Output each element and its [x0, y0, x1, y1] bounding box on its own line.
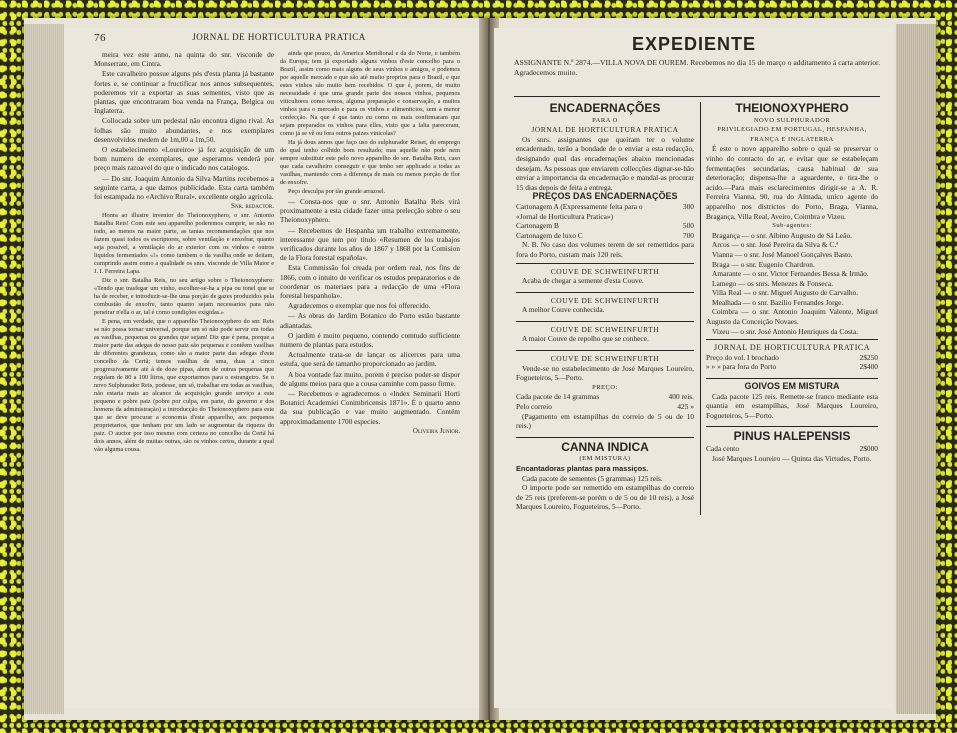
- price-row: [516, 221, 694, 231]
- price-heading: PREÇO:: [592, 383, 618, 391]
- ad-title: THEIONOXYPHERO: [735, 101, 849, 115]
- price-value: 500: [682, 221, 694, 231]
- agent-entry: Bragança — o snr. Albino Augusto de Sá Leão.: [712, 230, 852, 240]
- agent-entry: Villa Real — o snr. Miguel Augusto de Carvalho.: [712, 288, 859, 298]
- paragraph: Peço desculpa por tão grande arrazoel.: [288, 188, 386, 195]
- paragraph: Ha já dous annos que faço uso do sulphurador Reiset, do emprego do qual tenho colhido bom resultado; mas aquelle não pode nem sempre substituir este pelo novo apparelho do snr. Batalha Reis, caso que cada cavalheiro conseguir e que tenho ser applicado a todas as vasilhas, mantendo com a diferença de mais ou menos porção de flor de enxofre.: [280, 139, 460, 186]
- paragraph: — Recebemos de Hespanha um trabalho extremamente, interessante que tem por titulo «Resumen de los trabajos verificados durante los años de 1867 y 1868 por la Comision de la Flora forestal española».: [280, 225, 460, 263]
- agent-entry: Mealhada — o snr. Bazilio Fernandes Jorge.: [712, 297, 844, 307]
- price-label: Cartonagem A (Expressamente feita para o «Jornal de Horticultura Pratica»): [516, 201, 643, 221]
- ad-text: A maior Couve de repolho que se conhece.: [522, 334, 649, 344]
- ad-box: [516, 263, 694, 289]
- price-value: 300: [682, 201, 694, 211]
- price-label: Cada pacote de 14 grammas: [516, 392, 600, 402]
- price-row: [516, 202, 694, 221]
- paragraph: Esta Commissão foi creada por ordem real, nos fins de 1866, com o intuito de verificar os estudos preparatorios e de coordenar os materiaes para a redacção de uma «Flora forestal hespanhola».: [280, 263, 460, 301]
- price-label: Cartonagem B: [516, 221, 559, 231]
- price-label: Pelo correio: [516, 402, 552, 412]
- price-value: 2$000: [859, 444, 878, 453]
- price-value: 400 reis.: [668, 392, 694, 402]
- ad-heading: Encantadoras plantas para massiços.: [516, 464, 649, 473]
- agent-entry: Arcos — o snr. José Pereira da Silva & C.ª: [712, 240, 839, 250]
- page-edges-left: [24, 24, 64, 714]
- ad-text: É este o novo apparelho sobre o qual se preservar o vinho do contacto do ar, e evitar que se estabeleçam fermentações secundarias, causa habitual de sua deterioração; dispensa-lhe a aguardente, e tira-lhe o acido.—Para mais esclarecimentos dirigir-se a A. R. Ferreira Vianna, 90, rua do Almada, unico agente do apparelho nos districtos do Porto, Braga, Vianna, Bragança, Villa Real, Aveiro, Coimbra e Vizeu.: [706, 144, 878, 221]
- ad-title: JORNAL DE HORTICULTURA PRATICA: [714, 343, 870, 353]
- ad-title: PINUS HALEPENSIS: [733, 429, 851, 444]
- price-label: Preço do vol. I brochado: [706, 352, 779, 362]
- ad-text: A melhor Couve conhecida.: [522, 305, 605, 315]
- ad-subtitle: NOVO SULPHURADOR: [753, 116, 831, 124]
- price-label: » » » para fora do Porto: [706, 362, 777, 372]
- ad-title: COUVE DE SCHWEINFURTH: [550, 324, 660, 334]
- ad-text: José Marques Loureiro — Quinta das Virtudes, Porto.: [712, 453, 872, 463]
- agent-entry: Braga — o snr. Eugenio Chardron.: [712, 259, 815, 269]
- page-header: [94, 32, 464, 42]
- right-page: [494, 28, 894, 708]
- ad-subtitle: PARA O: [592, 116, 618, 124]
- paragraph: Diz o snr. Batalha Reis, no seu artigo sobre o Theionoxyphero: «Tendo que trasfegar um vinho, escolher-se-ha a pipa ou tonel que se ha de receber, e introduzir-se-lhe uma porção de gazes produzidos pela combustão de enxofre, tanto quanto sejam necessarios para não penetrar n'ella o ar, tal é como condições exigidas.»: [94, 277, 274, 317]
- page-edges-right: [896, 24, 936, 714]
- paragraph: O estabelecimento «Loureiro» já fez acquisição de um bom numero de exemplares, que esperamos venderá por preço mais razoavel do que o indicado nos catalogos.: [94, 145, 274, 173]
- ad-text: Acaba de chegar a semente d'esta Couve.: [522, 276, 644, 286]
- left-ad-column: [516, 102, 701, 515]
- letter-salutation: Snr. redactor.: [231, 202, 274, 211]
- ad-subtitle: PRIVILEGIADO EM PORTUGAL, HESPANHA, FRANÇA E INGLATERRA: [717, 126, 867, 143]
- paragraph: E pena, em verdade, que o apparelho Theionoxyphero do snr. Reis se não possa tornar universal, porque um só não pode servir em todas as vasilhas, pequenas ou grandes que sejam! Diz que é pena, porque a maior parte das adegas do nosso paiz são pequenas e contêem vasilhas de diferentes grandezas, como são a maior parte das adegas d'este concelho da Certã; temos vasilhas de uma, duas a cinco progressivamente até á de doze pipas, alem de outras pequenas que regulam de 80 a 100 litros, que exportarmos para o estrangeiro. Se o novo Sulphurador Reis, podesse, um só, trabalhar em todas as vasilhas, não estaria mais ao alcance da acquisição grande serviço a este pequeno e pobre paiz (pobre por culpa, em parte, do governo e dos homens da administração) a introducção do Theionoxyphero para este que se deve procurar a economia d'este apparelho, aos pequenos proprietarios, que tenham por um lado se augmentar da riqueza do paiz. O auctor por isso mesmo com certeza no concelho da Certã há dois annos, além de muitas outras, são os vinhos certos, durante a qual vão alguma cousa.: [94, 318, 274, 454]
- price-value: 2$250: [859, 352, 878, 362]
- ad-title: COUVE DE SCHWEINFURTH: [550, 354, 660, 364]
- ad-subtitle: JORNAL DE HORTICULTURA PRATICA: [531, 125, 679, 135]
- price-label: Cartonagem de luxo C: [516, 230, 583, 240]
- ad-box: [516, 350, 694, 434]
- right-ad-column: [706, 102, 878, 466]
- ad-text: Cada pacote de sementes (5 grammas) 125 reis.: [522, 473, 663, 483]
- ad-note: O importe pode ser remettido em estampilhas do correio de 25 reis (preferem-se porém o de 5 ou de 10 reis), a José Marques Loureiro, Fogueteiros, 5—Porto.: [516, 483, 694, 512]
- ad-text: Cada pacote 125 reis. Remette-se franco mediante esta quantia em estampilhas, José Marques Loureiro, Fogueteiros, 5—Porto.: [706, 391, 878, 420]
- divider: [514, 96, 880, 97]
- paragraph: — Recebemos e agradecemos o «Index Seminarii Horti Botanici Academiei Conimbricensis 1871». É o quarto anno da sua publicação e vae muito augmentado. Contém approximadamente 1700 especies.: [280, 389, 460, 426]
- ad-title: COUVE DE SCHWEINFURTH: [550, 295, 660, 305]
- column-b: [280, 50, 460, 436]
- running-title: JORNAL DE HORTICULTURA PRATICA: [192, 32, 366, 42]
- paragraph: — Consta-nos que o snr. Antonio Batalha Reis virá proximamente a esta cidade fazer uma prelecção sobre o seu Theionoxyphero.: [280, 197, 460, 225]
- open-book: [24, 18, 936, 720]
- ad-subtitle: (EM MISTURA): [579, 455, 631, 463]
- ad-heading: Sub-agentes:: [772, 222, 812, 230]
- ad-box: [516, 321, 694, 347]
- ad-box: [706, 378, 878, 423]
- agent-entry: Vianna — o snr. José Manoel Gonçalves Basto.: [712, 249, 853, 259]
- price-value: 425 »: [677, 402, 694, 412]
- price-value: 700: [682, 230, 694, 240]
- ad-box: [516, 292, 694, 318]
- paragraph: Honra ao illustre inventor do Theionoxyphero, o snr. Antonio Batalha Reis! Com este seu apparelho poderemos cumprir, se não no todo, ao menos na maior parte, as tantas recommendações que nos fazem quasi todos os escriptores, sobre ventilação e enxofrar, quanto seja possivel, a ventilação do ar exterior com os vinhos e outros liquidos fermentados «!» como tambem o da vasilha onde se deitam, cumprindo assim como a qualidade os snrs. visconde de Villa Maior e J. I. Ferreira Lapa.: [94, 212, 274, 276]
- ad-heading: PREÇOS DAS ENCADERNAÇÕES: [532, 191, 678, 202]
- paragraph: Agradecemos o exemplar que nos foi offerecido.: [288, 301, 431, 311]
- ad-box: [516, 437, 694, 515]
- price-row: [706, 444, 878, 454]
- ad-title: ENCADERNAÇÕES: [549, 101, 661, 115]
- left-page: [64, 28, 484, 708]
- price-row: [516, 392, 694, 402]
- paragraph: — Do snr. Joaquim Antonio da Silva Martins recebemos a seguinte carta, a que damos publicidade. Esta carta também foi estampada no «Archivo Rural», excellente orgão agricola.: [94, 173, 274, 202]
- price-label: Cada cento: [706, 444, 740, 453]
- price-row: [706, 362, 878, 372]
- page-number: 76: [94, 32, 106, 44]
- paragraph: meira vez este anno, na quinta do snr. visconde de Monserrate, em Cintra.: [94, 50, 274, 69]
- ad-box: [706, 426, 878, 466]
- ad-title: GOIVOS EM MISTURA: [744, 381, 840, 392]
- paragraph: Este cavalheiro possue alguns pés d'esta planta já bastante fortes e, se continuar a fructificar nos annos subsequentes, poderemos vir a exportar as suas sementes, visto que as plantas, que encontraram boa venda na França, Belgica ou Inglaterra.: [94, 69, 274, 116]
- paragraph: A boa vontade faz muito, porem é preciso poder-se dispor de alguns meios para que a cousa caminhe com passo firme.: [280, 369, 460, 388]
- agent-entry: Vizeu — o snr. José Antonio Henriques da Costa.: [712, 326, 859, 336]
- price-row: [516, 402, 694, 412]
- agent-entry: Lamego — os snrs. Menezes & Fonseca.: [712, 278, 834, 288]
- ad-text: Vende-se no estabelecimento de José Marques Loureiro, Fogueteiros, 5—Porto.: [516, 363, 694, 383]
- price-row: [516, 231, 694, 241]
- paragraph: Collocada sobre um pedestal não encontra digno rival. As folhas são muito abundantes, e nos exemplares desenvolvidos medem de 1m,00 a 1m,50.: [94, 116, 274, 144]
- paragraph: Actualmente trata-se de lançar os alicerces para uma estufa, que será de tamanho proporcionado ao jardim.: [280, 350, 460, 369]
- ad-title: CANNA INDICA: [561, 439, 649, 454]
- price-value: 2$400: [859, 362, 878, 372]
- agent-entry: Amarante — o snr. Victor Fernandes Bessa & Irmão.: [712, 269, 869, 279]
- ad-title: COUVE DE SCHWEINFURTH: [550, 266, 660, 276]
- signature: Oliveira Junior.: [412, 426, 460, 435]
- agent-entry: Coimbra — o snr. Antonio Joaquim Valente, Miguel Augusto da Conceição Novaes.: [706, 307, 878, 327]
- ad-note: N. B. No caso dos volumes terem de ser remettidos para fora do Porto, custam mais 120 reis.: [516, 240, 694, 259]
- price-row: [706, 353, 878, 363]
- intro-notice: ASSIGNANTE N.º 2874.—VILLA NOVA DE OUREM. Recebemos no dia 15 de março o additamento á carta anterior. Agradecemos muito.: [514, 58, 880, 77]
- section-title: EXPEDIENTE: [631, 34, 757, 54]
- ad-box: [706, 339, 878, 375]
- paragraph: ainda que pouco, da America Meridional e da do Norte, e também da Europa; tem já exportado alguns vinhos d'este concelho para o Brazil, assim como mais alguns de seus vinhos e amigos, e podemos por aquelle mercado e que são até muito proprios para o Brazil, e que estes vinhos são muito bem recebidos. O que é, porem, de muito necessidade é que uma grande parte dos nossos vinhos, pequenos viticultores como temos, alguma preparação e conservação, a muitos vinhos para o mercado e para os vinhos e alimenticios, sem a menor confecção. Na que é que tanto eu como os mais confirmaram que sejam preparados os vinhos para elles, visto que a falta pareceram, como já se vê ou fora outros paizes vinicolas?: [280, 50, 460, 137]
- paragraph: O jardim é muito pequeno, contendo comtudo sufficiente numero de plantas para estudos.: [280, 330, 460, 350]
- paragraph: — As obras do Jardim Botanico do Porto estão bastante adiantadas.: [280, 311, 460, 330]
- ad-note: (Pagamento em estampilhas do correio de 5 ou de 10 reis.): [516, 411, 694, 431]
- ad-text: Os snrs. assignantes que queiram ter o volume encadernado, terão a bondade de o enviar a esta redacção, designando qual das encadernações abaixo mencionadas desejam. As pessoas que enviarem collecções dignar-se-hão enviar a importancia da encadernação e mandal-as procurar 15 dias depois de feita a entrega.: [516, 134, 694, 192]
- column-a: [94, 50, 274, 455]
